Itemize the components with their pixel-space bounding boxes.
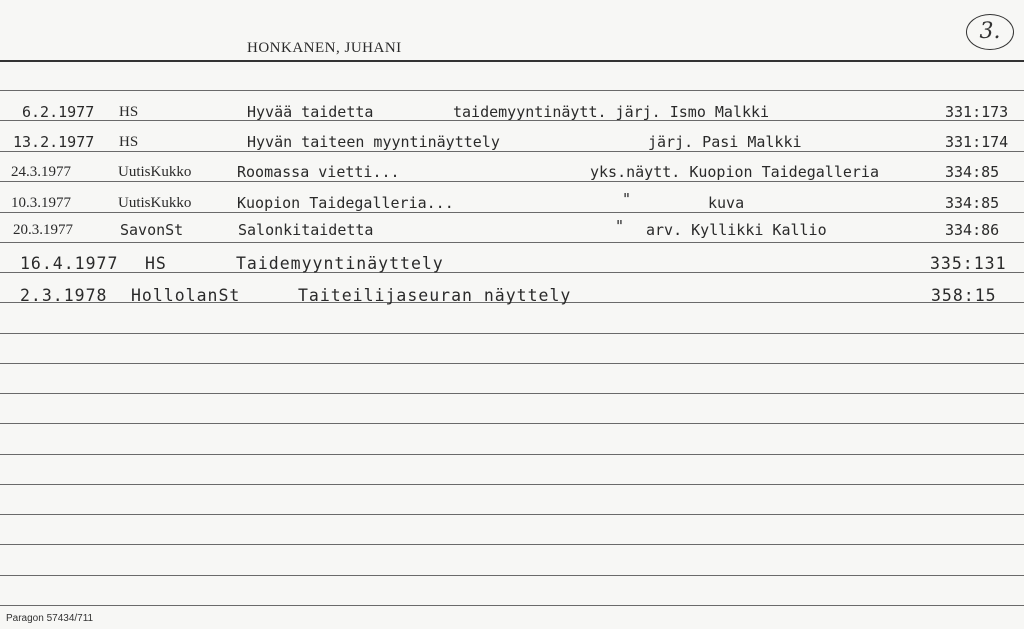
rule-line xyxy=(0,454,1024,455)
rule-line xyxy=(0,212,1024,213)
rule-line xyxy=(0,544,1024,545)
entry-date: 16.4.1977 xyxy=(20,254,119,273)
rule-line xyxy=(0,514,1024,515)
entry-source: UutisKukko xyxy=(118,164,192,180)
header-rule xyxy=(0,60,1024,62)
entry-title: Roomassa vietti... xyxy=(237,163,400,181)
entry-date: 6.2.1977 xyxy=(22,103,95,121)
rule-line xyxy=(0,90,1024,91)
rule-line xyxy=(0,151,1024,152)
entry-ref: 334:85 xyxy=(945,163,1000,181)
entry-extra: yks.näytt. Kuopion Taidegalleria xyxy=(590,163,879,181)
entry-ref: 331:174 xyxy=(945,133,1009,151)
ditto-mark: " xyxy=(622,190,632,208)
entry-title: Taiteilijaseuran näyttely xyxy=(298,286,572,305)
entry-source: HollolanSt xyxy=(131,286,241,305)
entry-date: 24.3.1977 xyxy=(11,164,71,180)
entry-date: 13.2.1977 xyxy=(13,133,95,151)
card-footer: Paragon 57434/711 xyxy=(6,613,94,624)
entry-title: Salonkitaidetta xyxy=(238,221,374,239)
card-name: HONKANEN, JUHANI xyxy=(247,40,402,56)
rule-line xyxy=(0,242,1024,243)
entry-source: UutisKukko xyxy=(118,195,192,211)
card-number: 3. xyxy=(966,14,1014,50)
entry-ref: 335:131 xyxy=(930,254,1007,273)
rule-line xyxy=(0,333,1024,334)
entry-ref: 358:15 xyxy=(931,286,997,305)
entry-date: 2.3.1978 xyxy=(20,286,108,305)
entry-ref: 334:86 xyxy=(945,221,1000,239)
entry-source: HS xyxy=(119,104,139,120)
rule-line xyxy=(0,423,1024,424)
entry-date: 20.3.1977 xyxy=(13,222,73,238)
entry-title: Hyvän taiteen myyntinäyttely xyxy=(247,133,500,151)
entry-extra: kuva xyxy=(708,194,745,212)
rule-line xyxy=(0,605,1024,606)
rule-line xyxy=(0,363,1024,364)
entry-extra: järj. Pasi Malkki xyxy=(648,133,802,151)
entry-title: Kuopion Taidegalleria... xyxy=(237,194,454,212)
entry-extra: taidemyyntinäytt. järj. Ismo Malkki xyxy=(453,103,770,121)
entry-ref: 334:85 xyxy=(945,194,1000,212)
entry-ref: 331:173 xyxy=(945,103,1009,121)
rule-line xyxy=(0,575,1024,576)
rule-line xyxy=(0,181,1024,182)
entry-extra: arv. Kyllikki Kallio xyxy=(646,221,827,239)
entry-date: 10.3.1977 xyxy=(11,195,71,211)
entry-title: Taidemyyntinäyttely xyxy=(236,254,444,273)
entry-source: SavonSt xyxy=(120,221,184,239)
entry-title: Hyvää taidetta xyxy=(247,103,374,121)
entry-source: HS xyxy=(119,134,139,150)
rule-line xyxy=(0,393,1024,394)
entry-source: HS xyxy=(145,254,167,273)
ditto-mark: " xyxy=(615,217,625,235)
rule-line xyxy=(0,484,1024,485)
